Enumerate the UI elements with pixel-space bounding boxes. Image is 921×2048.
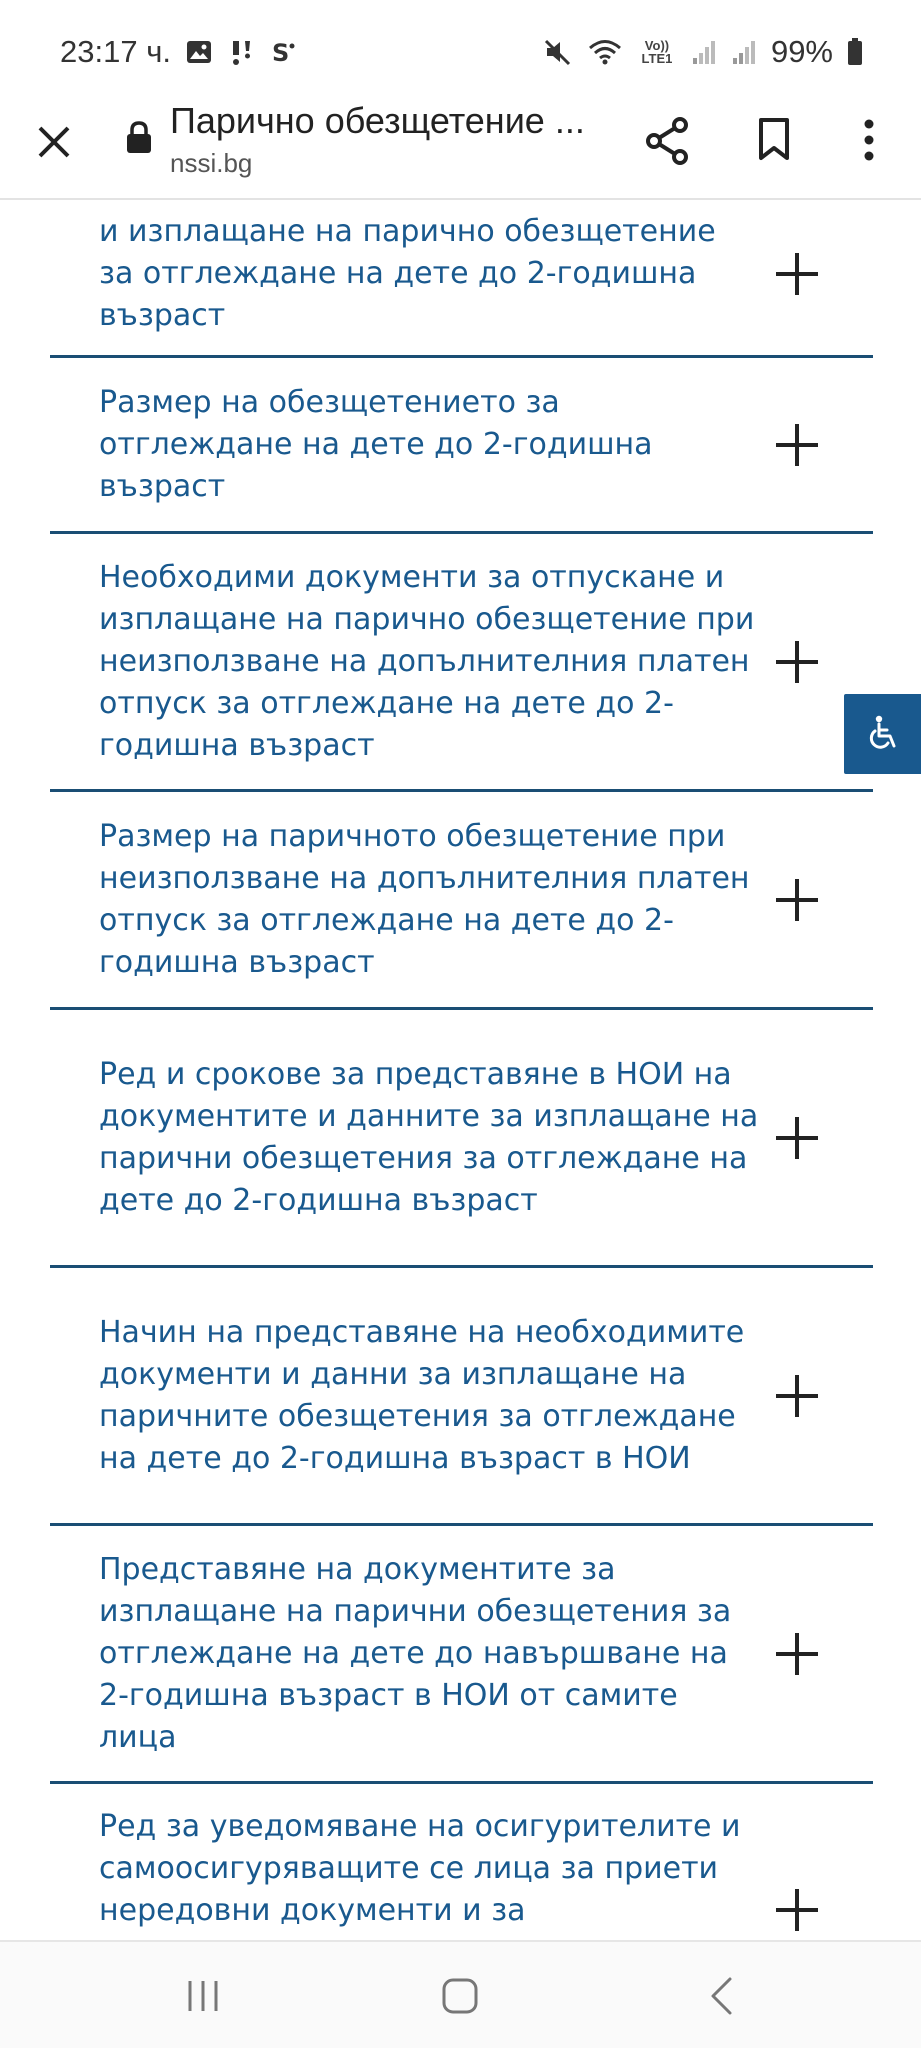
lte-indicator: Vo)) LTE1 bbox=[641, 38, 673, 66]
status-bar bbox=[0, 0, 921, 104]
back-button[interactable] bbox=[706, 1976, 736, 2020]
close-tab-button[interactable] bbox=[34, 122, 74, 162]
accessibility-button[interactable] bbox=[844, 694, 921, 774]
bookmark-button[interactable] bbox=[756, 116, 792, 166]
expand-plus-icon[interactable] bbox=[776, 879, 818, 921]
accordion-list bbox=[0, 202, 921, 1938]
recents-button[interactable] bbox=[186, 1978, 220, 2018]
accordion-title[interactable]: Размер на паричното обезщетение при неизползване на допълнителния платен отпуск за отглеждане на дете до 2-годишна възраст bbox=[99, 818, 750, 980]
accordion-item[interactable] bbox=[50, 534, 873, 792]
expand-plus-icon[interactable] bbox=[776, 1117, 818, 1159]
svg-text:S: S bbox=[271, 39, 290, 67]
accordion-title[interactable]: Ред и срокове за представяне в НОИ на документите и данните за изплащане на парични обезщетения за отглеждане на дете до 2-годишна възраст bbox=[99, 1056, 759, 1218]
accordion-title[interactable]: Ред за уведомяване на осигурителите и самоосигуряващите се лица за приети нередовни документи и за bbox=[99, 1809, 741, 1928]
accordion-item[interactable] bbox=[50, 1526, 873, 1784]
home-button[interactable] bbox=[440, 1976, 480, 2020]
lock-icon bbox=[124, 120, 154, 160]
share-button[interactable] bbox=[644, 116, 690, 170]
close-icon bbox=[36, 124, 72, 160]
accessibility-wheelchair-icon bbox=[866, 715, 900, 753]
recents-icon bbox=[186, 1978, 220, 2014]
expand-plus-icon[interactable] bbox=[776, 641, 818, 683]
back-icon bbox=[706, 1976, 736, 2016]
status-right bbox=[543, 34, 863, 70]
share-icon bbox=[644, 116, 690, 166]
accordion-title[interactable]: Начин на представяне на необходимите документи и данни за изплащане на паричните обезщетения за отглеждане на дете до 2-годишна възраст в НОИ bbox=[99, 1314, 745, 1476]
mute-icon bbox=[543, 37, 573, 67]
accordion-item[interactable] bbox=[50, 202, 873, 358]
expand-plus-icon[interactable] bbox=[776, 253, 818, 295]
home-icon bbox=[440, 1976, 480, 2016]
signal-2-icon bbox=[731, 38, 757, 66]
expand-plus-icon[interactable] bbox=[776, 1375, 818, 1417]
accordion-title[interactable]: Представяне на документите за изплащане на парични обезщетения за отглеждане на дете до навършване на 2-годишна възраст в НОИ от самите лица bbox=[99, 1551, 732, 1755]
accordion-title[interactable]: Размер на обезщетението за отглеждане на дете до 2-годишна възраст bbox=[99, 384, 653, 504]
expand-plus-icon[interactable] bbox=[776, 424, 818, 466]
gallery-icon bbox=[185, 38, 213, 66]
accordion-item[interactable] bbox=[50, 792, 873, 1010]
wifi-icon bbox=[587, 37, 623, 67]
notification-alert-icon bbox=[227, 37, 257, 67]
more-menu-button[interactable] bbox=[862, 118, 876, 166]
page-url[interactable]: nssi.bg bbox=[170, 148, 253, 178]
expand-plus-icon[interactable] bbox=[776, 1633, 818, 1675]
status-left bbox=[60, 34, 297, 70]
more-vert-icon bbox=[862, 118, 876, 162]
accordion-item[interactable] bbox=[50, 1268, 873, 1526]
app-s-icon bbox=[271, 37, 297, 67]
accordion-title[interactable]: и изплащане на парично обезщетение за отглеждане на дете до 2-годишна възраст bbox=[99, 213, 716, 333]
clock: 23:17 ч. bbox=[60, 34, 171, 69]
battery-percent: 99% bbox=[770, 34, 833, 69]
accordion-title[interactable]: Необходими документи за отпускане и изплащане на парично обезщетение при неизползване на допълнителния платен отпуск за отглеждане на дете до 2-годишна възраст bbox=[99, 559, 755, 763]
accordion-item[interactable] bbox=[50, 358, 873, 534]
accordion-item[interactable] bbox=[50, 1010, 873, 1268]
browser-toolbar bbox=[0, 100, 921, 200]
page-content bbox=[0, 202, 921, 1938]
page-title[interactable]: Парично обезщетение ... bbox=[170, 100, 585, 141]
bookmark-icon bbox=[756, 116, 792, 162]
signal-1-icon bbox=[691, 38, 717, 66]
expand-plus-icon[interactable] bbox=[776, 1889, 818, 1931]
battery-icon bbox=[847, 37, 863, 67]
system-nav-bar bbox=[0, 1940, 921, 2048]
accordion-item[interactable] bbox=[50, 1784, 873, 1938]
